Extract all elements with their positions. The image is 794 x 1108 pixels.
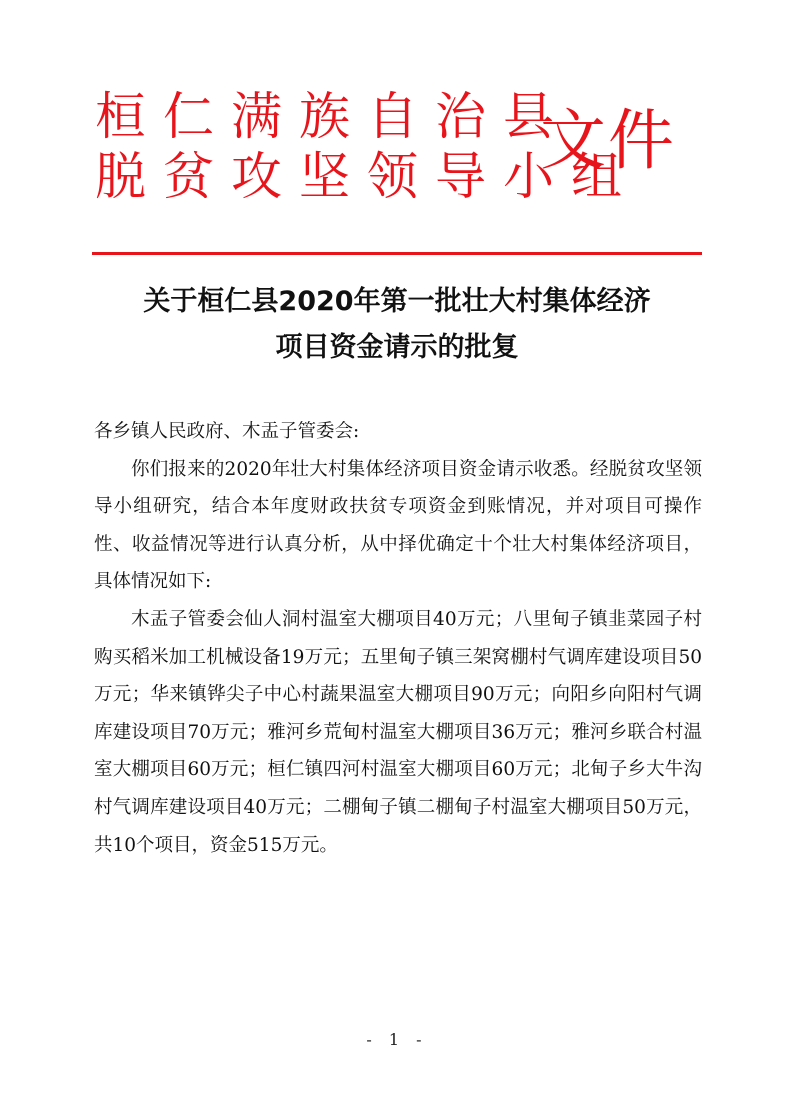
document-body	[94, 413, 702, 864]
page-number: - 1 -	[366, 1030, 428, 1049]
document-type-label: 文件	[540, 102, 676, 179]
issuer-name-line2: 脱贫攻坚领导小组	[95, 148, 640, 207]
document-title-line2: 项目资金请示的批复	[275, 332, 519, 363]
issuer-name-line1: 桓仁满族自治县	[95, 88, 572, 147]
body-paragraph-1: 你们报来的2020年壮大村集体经济项目资金请示收悉。经脱贫攻坚领导小组研究，结合本年度财政扶贫专项资金到账情况，并对项目可操作性、收益情况等进行认真分析，从中择优确定十个壮大村集体经济项目，具体情况如下:	[94, 458, 702, 593]
document-title-line1: 关于桓仁县2020年第一批壮大村集体经济	[143, 286, 651, 317]
header-divider	[92, 252, 702, 255]
salutation: 各乡镇人民政府、木盂子管委会:	[94, 421, 360, 442]
body-paragraph-2: 木盂子管委会仙人洞村温室大棚项目40万元；八里甸子镇韭菜园子村购买稻米加工机械设备19万元；五里甸子镇三架窝棚村气调库建设项目50万元；华来镇铧尖子中心村蔬果温室大棚项目90万元；向阳乡向阳村气调库建设项目70万元；雅河乡荒甸村温室大棚项目36万元；雅河乡联合村温室大棚项目60万元；桓仁镇四河村温室大棚项目60万元；北甸子乡大牛沟村气调库建设项目40万元；二棚甸子镇二棚甸子村温室大棚项目50万元，共10个项目，资金515万元。	[94, 608, 702, 856]
